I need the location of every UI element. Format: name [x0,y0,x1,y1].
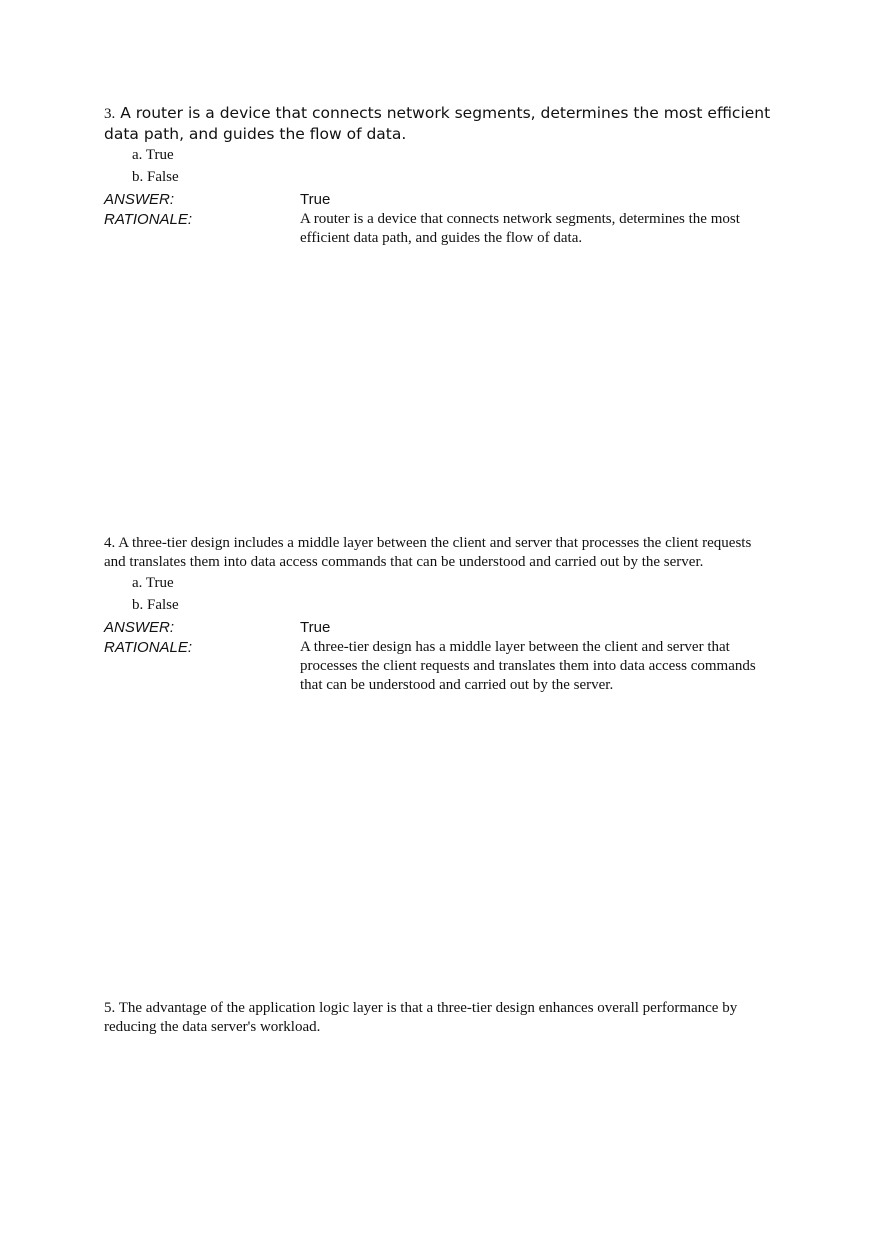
rationale-row [104,210,776,248]
question-text: A three-tier design includes a middle layer between the client and server that processes the client requests and translates them into data access commands that can be understood and carried out by the server. [104,535,752,570]
answer-options [104,144,776,188]
option-false: b. False [132,169,179,185]
question-4 [104,534,776,695]
question-number: 4. [104,535,116,551]
question-text: The advantage of the application logic layer is that a three-tier design enhances overall performance by reducing the data server's workload. [104,1000,738,1035]
rationale-text: A three-tier design has a middle layer between the client and server that processes the client requests and translates them into data access commands that can be understood and carried out by the server. [300,639,756,693]
rationale-label: RATIONALE: [104,639,193,656]
question-5 [104,999,776,1037]
answer-row [104,190,776,210]
option-true: a. True [132,147,174,163]
rationale-label: RATIONALE: [104,211,193,228]
answer-options [104,572,776,616]
rationale-row [104,638,776,695]
question-number: 3. [104,106,116,122]
question-number: 5. [104,1000,116,1016]
option-true: a. True [132,575,174,591]
question-stem [104,534,776,572]
question-3 [104,103,776,248]
question-stem [104,103,776,144]
question-stem [104,999,776,1037]
rationale-text: A router is a device that connects network segments, determines the most efficient data path, and guides the flow of data. [300,211,740,246]
question-text: A router is a device that connects network segments, determines the most efficient data path, and guides the flow of data. [104,104,771,143]
answer-value: True [300,191,331,208]
answer-label: ANSWER: [104,619,175,636]
option-false: b. False [132,597,179,613]
answer-label: ANSWER: [104,191,175,208]
answer-row [104,618,776,638]
answer-value: True [300,619,331,636]
